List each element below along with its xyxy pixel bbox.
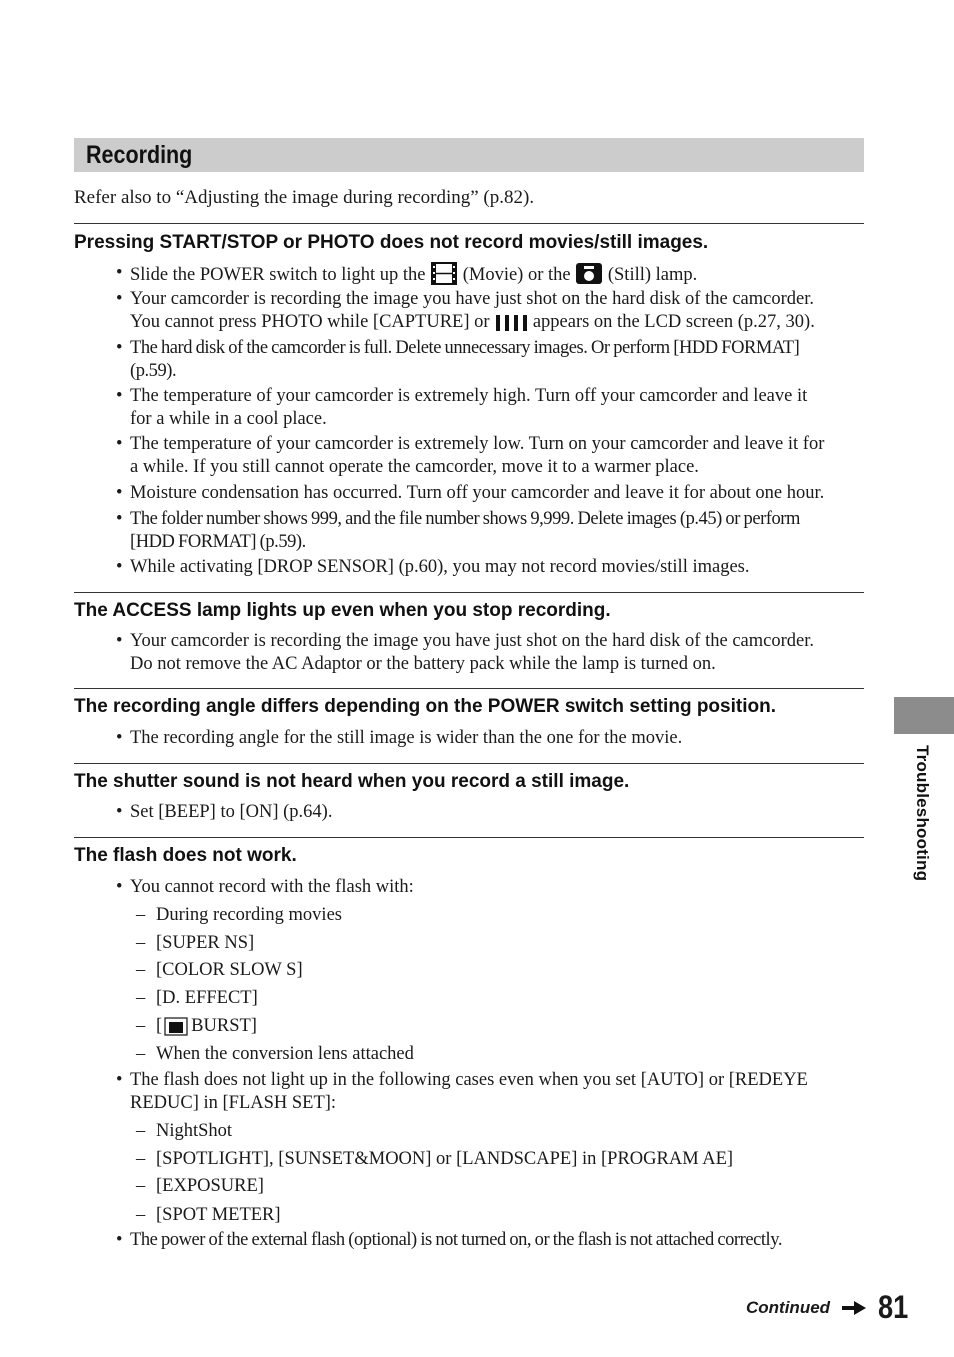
bullet-marker: •	[116, 434, 123, 454]
divider	[74, 837, 864, 838]
sub-list-item	[136, 1204, 281, 1227]
list-item	[116, 556, 868, 579]
dash-marker: –	[136, 1044, 146, 1064]
item-heading: The shutter sound is not heard when you record a still image.	[74, 771, 630, 792]
list-item	[116, 433, 868, 479]
divider	[74, 223, 864, 224]
bullet-marker: •	[116, 802, 123, 822]
bullet-marker: •	[116, 1070, 123, 1090]
list-item	[116, 385, 868, 431]
item-heading: The ACCESS lamp lights up even when you stop recording.	[74, 600, 611, 621]
sub-list-item	[136, 1120, 232, 1143]
bullet-marker: •	[116, 386, 123, 406]
bullet-text: (Still) lamp.	[607, 265, 698, 285]
list-item	[116, 262, 868, 287]
item-heading: The recording angle differs depending on the POWER switch setting position.	[74, 696, 776, 717]
list-item	[116, 508, 868, 554]
bullet-marker: •	[116, 289, 123, 309]
divider	[74, 592, 864, 593]
sub-item-text: [D. EFFECT]	[156, 988, 258, 1008]
item-heading: Pressing START/STOP or PHOTO does not record movies/still images.	[74, 232, 709, 253]
bullet-marker: •	[116, 631, 123, 651]
dash-marker: –	[136, 1121, 146, 1141]
sub-item-text: [EXPOSURE]	[156, 1176, 264, 1196]
chapter-label	[910, 745, 934, 885]
bullet-text: Your camcorder is recording the image you have just shot on the hard disk of the camcorder.	[130, 289, 814, 309]
sub-item-text: [COLOR SLOW S]	[156, 960, 303, 980]
bullet-marker: •	[116, 338, 123, 358]
bullet-text: The power of the external flash (optional) is not turned on, or the flash is not attached correctly.	[130, 1230, 783, 1250]
dash-marker: –	[136, 1149, 146, 1169]
sub-list-item	[136, 932, 254, 955]
bullet-marker: •	[116, 509, 123, 529]
continued-label: Continued	[746, 1298, 831, 1317]
section-intro: Refer also to “Adjusting the image during recording” (p.82).	[74, 187, 535, 208]
bullet-text: The temperature of your camcorder is extremely low. Turn on your camcorder and leave it for	[130, 434, 825, 454]
bullet-marker: •	[116, 263, 123, 283]
sub-list-item	[136, 1148, 733, 1171]
bullet-text: appears on the LCD screen (p.27, 30).	[532, 312, 815, 332]
film-strip-icon	[430, 262, 458, 285]
bullet-text: Moisture condensation has occurred. Turn off your camcorder and leave it for about one hour.	[130, 483, 825, 503]
bullet-text: a while. If you still cannot operate the camcorder, move it to a warmer place.	[130, 457, 699, 477]
dash-marker: –	[136, 1176, 146, 1196]
list-item	[116, 727, 868, 750]
list-item	[116, 288, 868, 334]
capture-bars-icon	[494, 313, 528, 332]
bullet-marker: •	[116, 483, 123, 503]
divider	[74, 763, 864, 764]
divider	[74, 688, 864, 689]
dash-marker: –	[136, 1205, 146, 1225]
list-item	[116, 482, 868, 505]
bullet-text: You cannot record with the flash with:	[130, 877, 414, 897]
bullet-text: The hard disk of the camcorder is full. Delete unnecessary images. Or perform [HDD FORMAT]	[130, 338, 800, 358]
bullet-marker: •	[116, 557, 123, 577]
sub-item-text: When the conversion lens attached	[156, 1044, 414, 1064]
bullet-text: While activating [DROP SENSOR] (p.60), you may not record movies/still images.	[130, 557, 750, 577]
burst-square-icon	[164, 1017, 188, 1036]
bullet-text: Do not remove the AC Adaptor or the battery pack while the lamp is turned on.	[130, 654, 716, 674]
sub-list-item	[136, 987, 258, 1010]
sub-item-text: [SPOT METER]	[156, 1205, 281, 1225]
bullet-text: The folder number shows 999, and the file number shows 9,999. Delete images (p.45) or perform	[130, 509, 800, 529]
chapter-label-text: Troubleshooting	[913, 745, 932, 882]
dash-marker: –	[136, 988, 146, 1008]
bullet-text: [HDD FORMAT] (p.59).	[130, 532, 306, 552]
sub-list-item	[136, 1175, 264, 1198]
list-item	[116, 801, 868, 824]
bullet-marker: •	[116, 877, 123, 897]
sub-item-text: [SUPER NS]	[156, 933, 255, 953]
bullet-text: The recording angle for the still image is wider than the one for the movie.	[130, 728, 683, 748]
list-item	[116, 1069, 868, 1115]
sub-list-item	[136, 1015, 257, 1038]
dash-marker: –	[136, 1016, 146, 1036]
bullet-marker: •	[116, 728, 123, 748]
bullet-marker: •	[116, 1230, 123, 1250]
sub-item-text: During recording movies	[156, 905, 342, 925]
sub-list-item	[136, 904, 342, 927]
list-item	[116, 1229, 868, 1252]
section-header-bar	[74, 138, 864, 172]
bullet-text: (p.59).	[130, 361, 177, 381]
dash-marker: –	[136, 905, 146, 925]
bullet-text: Slide the POWER switch to light up the	[130, 265, 426, 285]
bullet-text: Your camcorder is recording the image you have just shot on the hard disk of the camcorder.	[130, 631, 814, 651]
bullet-text: REDUC] in [FLASH SET]:	[130, 1093, 337, 1113]
sub-item-text: [	[156, 1016, 163, 1036]
right-arrow-icon	[842, 1301, 866, 1315]
bullet-text: for a while in a cool place.	[130, 409, 327, 429]
sub-item-text: NightShot	[156, 1121, 233, 1141]
list-item	[116, 337, 868, 383]
sub-item-text: [SPOTLIGHT], [SUNSET&MOON] or [LANDSCAPE] in [PROGRAM AE]	[156, 1149, 734, 1169]
section-title: Recording	[86, 141, 193, 169]
bullet-text: (Movie) or the	[462, 265, 571, 285]
bullet-text: Set [BEEP] to [ON] (p.64).	[130, 802, 333, 822]
bullet-text: You cannot press PHOTO while [CAPTURE] or	[130, 312, 490, 332]
bullet-text: The temperature of your camcorder is extremely high. Turn off your camcorder and leave it	[130, 386, 808, 406]
camera-icon	[575, 262, 603, 285]
dash-marker: –	[136, 933, 146, 953]
sub-list-item	[136, 959, 303, 982]
chapter-tab	[894, 697, 954, 734]
list-item	[116, 630, 868, 676]
sub-item-text: BURST]	[191, 1016, 257, 1036]
sub-list-item	[136, 1043, 414, 1066]
item-heading: The flash does not work.	[74, 845, 297, 866]
page-number: 81	[878, 1289, 909, 1325]
list-item	[116, 876, 868, 899]
dash-marker: –	[136, 960, 146, 980]
bullet-text: The flash does not light up in the following cases even when you set [AUTO] or [REDEYE	[130, 1070, 808, 1090]
